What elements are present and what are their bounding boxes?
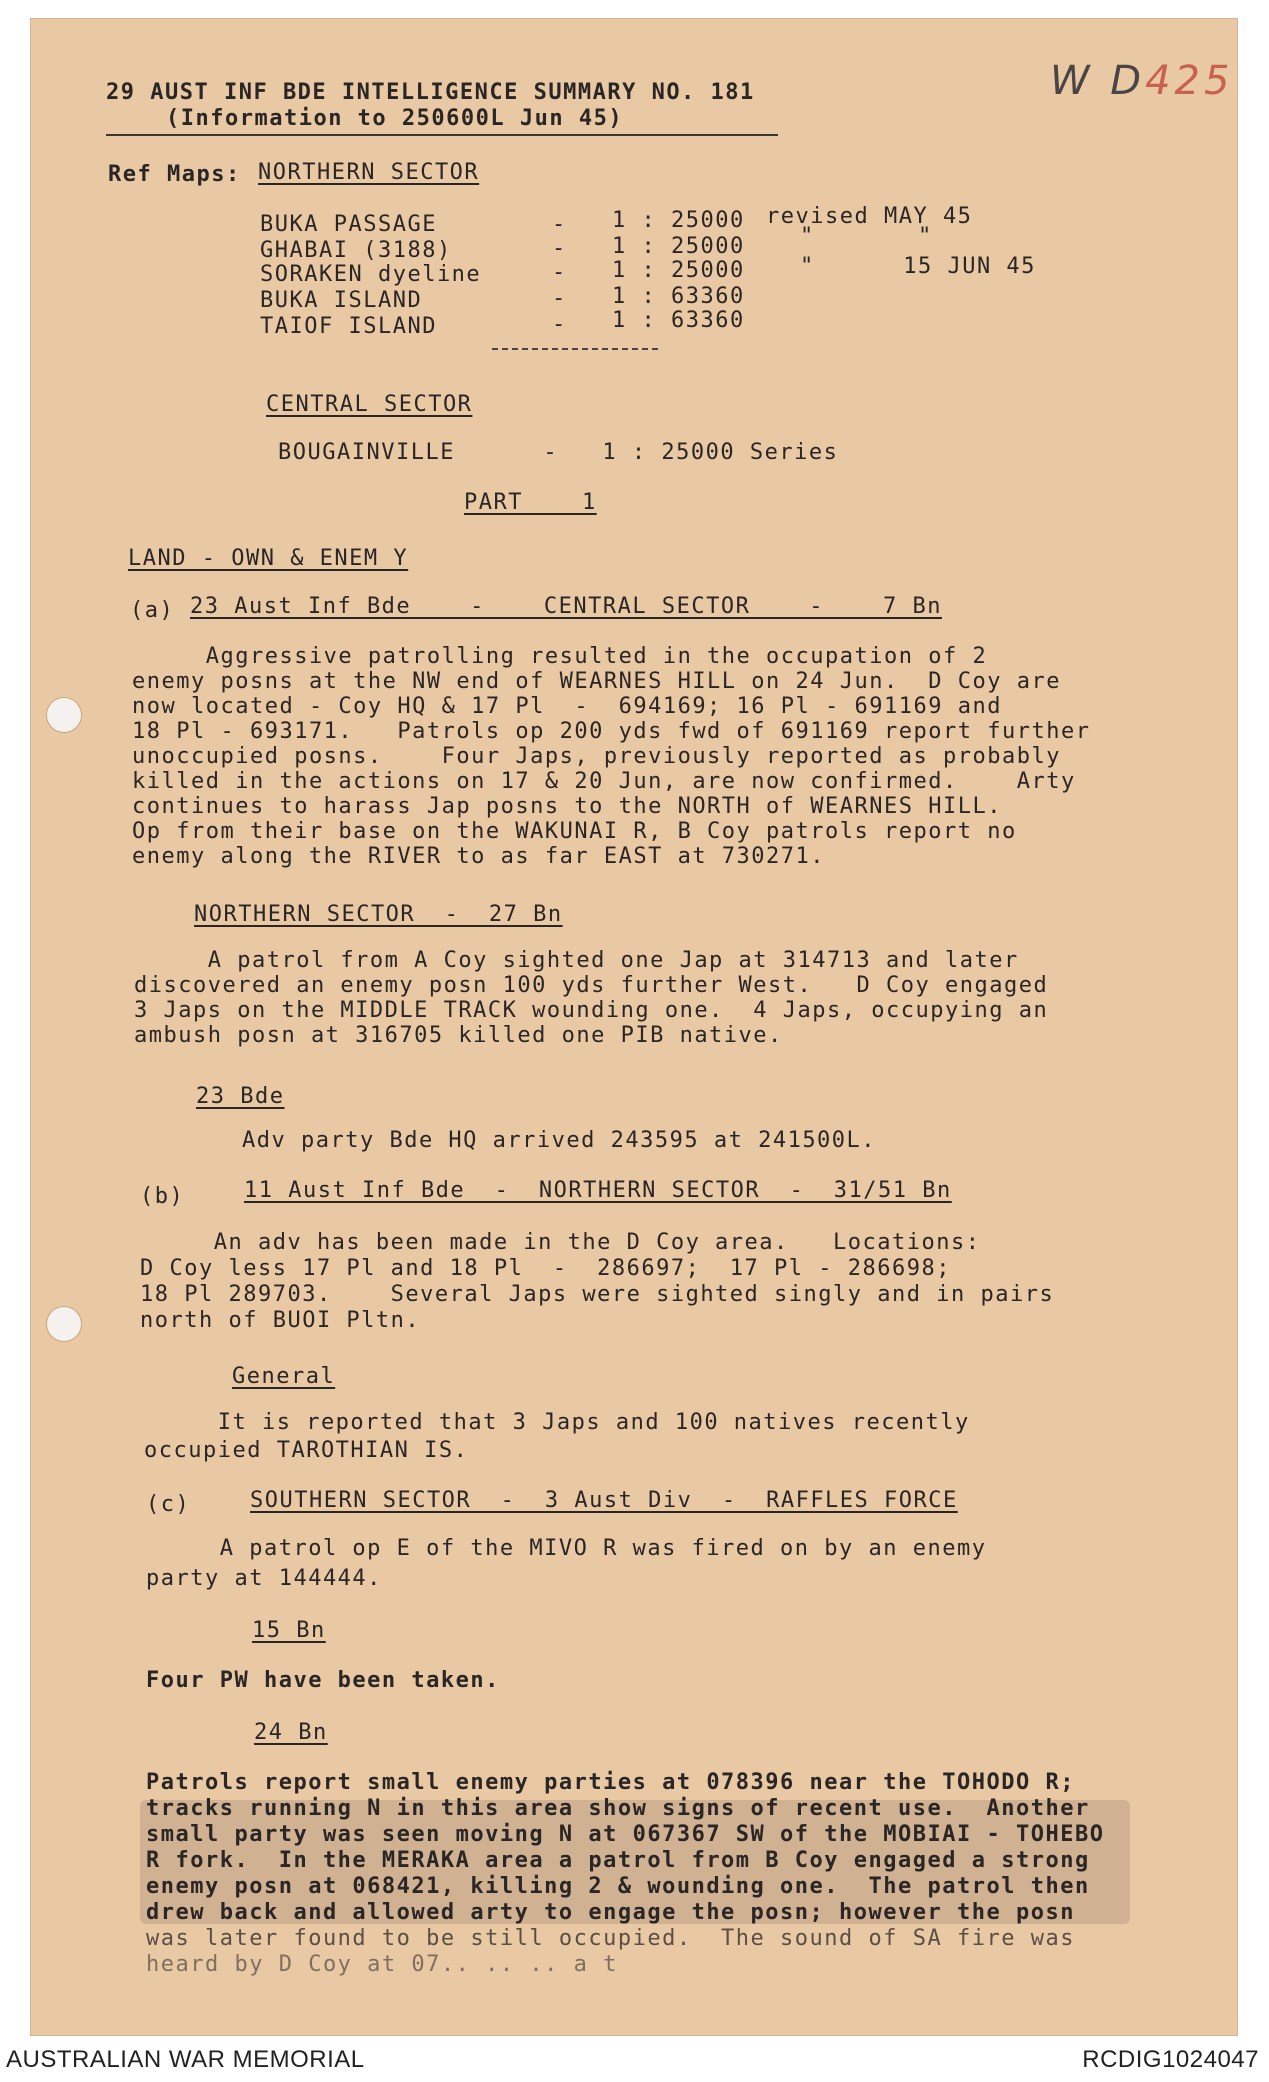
map-name: BUKA PASSAGE [260,212,437,237]
archive-credit: AUSTRALIAN WAR MEMORIAL [6,2046,365,2073]
map-scale: 1 : 25000 [612,234,745,259]
body-line: enemy posns at the NW end of WEARNES HILL on 24 Jun. D Coy are [132,669,1061,694]
body-line: It is reported that 3 Japs and 100 natives recently [144,1410,970,1435]
handwritten-reference [1050,58,1233,104]
map-name: BUKA ISLAND [260,288,423,313]
body-line: Aggressive patrolling resulted in the occupation of 2 [132,644,988,669]
bde23-line: Adv party Bde HQ arrived 243595 at 241500L. [242,1128,877,1153]
document-subtitle: (Information to 250600L Jun 45) [166,106,624,131]
body-line: was later found to be still occupied. The sound of SA fire was [146,1926,1075,1951]
body-line: Patrols report small enemy parties at 078396 near the TOHODO R; [146,1770,1075,1795]
body-line: tracks running N in this area show signs of recent use. Another [146,1796,1090,1821]
map-name: GHABAI (3188) [260,238,452,263]
map-note: " 15 JUN 45 [800,254,1036,279]
body-line: A patrol op E of the MIVO R was fired on by an enemy [146,1536,987,1561]
body-line: now located - Coy HQ & 17 Pl - 694169; 16 Pl - 691169 and [132,694,1002,719]
map-sep: - [552,236,567,261]
general-heading: General [232,1364,336,1389]
body-line: killed in the actions on 17 & 20 Jun, are now confirmed. Arty [132,769,1076,794]
handwritten-letters: W D [1050,58,1146,104]
body-line: small party was seen moving N at 067367 SW of the MOBIAI - TOHEBO [146,1822,1105,1847]
northern-sector-heading: NORTHERN SECTOR - 27 Bn [194,902,563,927]
section-a-label: (a) [130,598,175,623]
body-line: D Coy less 17 Pl and 18 Pl - 286697; 17 Pl - 286698; [140,1256,951,1281]
map-sep: - [552,212,567,237]
document-title: 29 AUST INF BDE INTELLIGENCE SUMMARY NO. 181 [106,80,755,105]
body-line: An adv has been made in the D Coy area. Locations: [140,1230,981,1255]
northern-sector-maps-heading: NORTHERN SECTOR [258,160,480,185]
body-line: ambush posn at 316705 killed one PIB native. [134,1023,783,1048]
land-heading: LAND - OWN & ENEM Y [128,546,409,571]
section-a-heading: 23 Aust Inf Bde - CENTRAL SECTOR - 7 Bn [190,594,943,619]
body-line: north of BUOI Pltn. [140,1308,421,1333]
central-sector-maps-heading: CENTRAL SECTOR [266,392,473,417]
section-b-label: (b) [140,1184,185,1209]
body-line: unoccupied posns. Four Japs, previously reported as probably [132,744,1061,769]
section-b-heading: 11 Aust Inf Bde - NORTHERN SECTOR - 31/51 Bn [244,1178,952,1203]
body-line: discovered an enemy posn 100 yds further West. D Coy engaged [134,973,1049,998]
body-line: Op from their base on the WAKUNAI R, B Coy patrols report no [132,819,1017,844]
body-line: party at 144444. [146,1566,382,1591]
map-note: " " [800,224,933,249]
part-heading: PART 1 [464,490,597,515]
section-c-label: (c) [146,1492,191,1517]
body-line: 3 Japs on the MIDDLE TRACK wounding one. 4 Japs, occupying an [134,998,1049,1023]
section-c-heading: SOUTHERN SECTOR - 3 Aust Div - RAFFLES FORCE [250,1488,958,1513]
handwritten-number: 425 [1145,58,1234,104]
body-line: 18 Pl - 693171. Patrols op 200 yds fwd of 691169 report further [132,719,1091,744]
map-sep: - [552,260,567,285]
title-underline [106,134,778,136]
body-line: R fork. In the MERAKA area a patrol from B Coy engaged a strong [146,1848,1090,1873]
body-line: occupied TAROTHIAN IS. [144,1438,469,1463]
body-line: A patrol from A Coy sighted one Jap at 314713 and later [134,948,1019,973]
body-line: 18 Pl 289703. Several Japs were sighted singly and in pairs [140,1282,1055,1307]
body-line: heard by D Coy at 07.. .. .. a t [146,1952,618,1977]
bde23-heading: 23 Bde [196,1084,285,1109]
map-name: SORAKEN dyeline [260,262,482,287]
punch-hole-lower [46,1306,82,1342]
central-map-row: BOUGAINVILLE - 1 : 25000 Series [278,440,839,465]
ref-maps-label: Ref Maps: [108,162,241,187]
map-sep: - [552,312,567,337]
bn15-line: Four PW have been taken. [146,1668,500,1693]
map-scale: 1 : 25000 [612,258,745,283]
map-list-divider [492,348,658,350]
body-line: enemy along the RIVER to as far EAST at 730271. [132,844,826,869]
bn24-heading: 24 Bn [254,1720,328,1745]
punch-hole-upper [46,697,82,733]
body-line: enemy posn at 068421, killing 2 & wounding one. The patrol then [146,1874,1090,1899]
archive-id: RCDIG1024047 [1082,2046,1259,2073]
map-scale: 1 : 63360 [612,284,745,309]
map-scale: 1 : 25000 [612,208,745,233]
map-sep: - [552,286,567,311]
bn15-heading: 15 Bn [252,1618,326,1643]
map-scale: 1 : 63360 [612,308,745,333]
map-name: TAIOF ISLAND [260,314,437,339]
body-line: drew back and allowed arty to engage the posn; however the posn [146,1900,1075,1925]
map-note: revised MAY 45 [766,204,973,229]
body-line: continues to harass Jap posns to the NORTH of WEARNES HILL. [132,794,1002,819]
